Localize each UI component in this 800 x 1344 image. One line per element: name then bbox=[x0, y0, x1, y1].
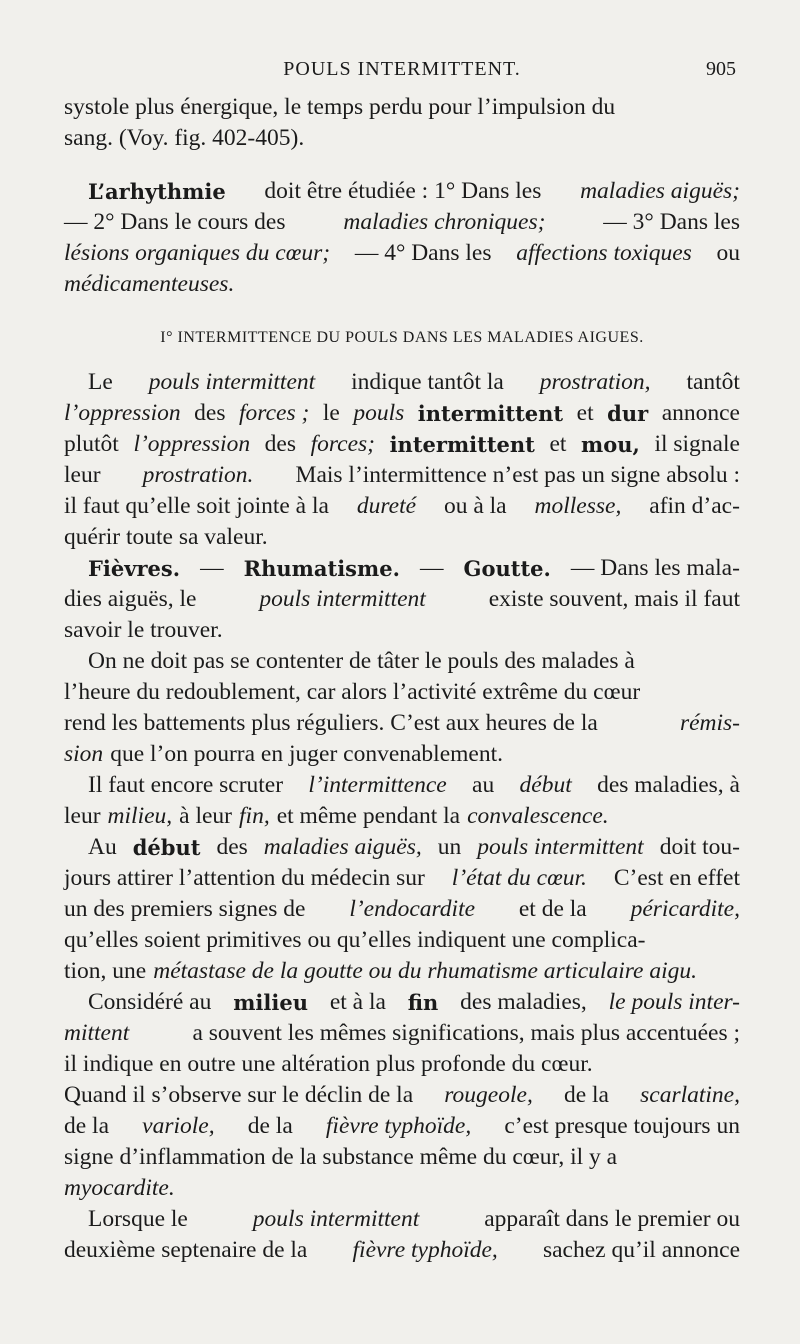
text-segment: ou à la bbox=[443, 493, 507, 519]
text-segment: On ne doit pas se contenter de tâter le pouls des malades à bbox=[88, 648, 635, 674]
text-line bbox=[64, 677, 740, 708]
text-segment: à leur bbox=[179, 803, 233, 829]
text-segment: des bbox=[216, 834, 248, 860]
text-line bbox=[64, 269, 740, 300]
text-segment: systole plus énergique, le temps perdu pour l’impulsion du bbox=[64, 94, 616, 120]
italic-term: prostration. bbox=[142, 462, 254, 488]
text-line bbox=[64, 646, 740, 677]
bold-term: fin bbox=[407, 990, 439, 1015]
text-segment: et à la bbox=[329, 989, 386, 1015]
text-line bbox=[64, 238, 740, 269]
italic-term: pouls intermittent bbox=[148, 369, 316, 395]
text-line bbox=[64, 1204, 740, 1235]
text-segment: jours attirer l’attention du médecin sur bbox=[64, 865, 425, 891]
text-line bbox=[64, 553, 740, 584]
text-segment: C’est en effet bbox=[613, 865, 740, 891]
italic-term: sion bbox=[64, 741, 104, 767]
text-line bbox=[64, 770, 740, 801]
italic-term: pouls intermittent bbox=[252, 1206, 420, 1232]
text-segment: — bbox=[419, 555, 444, 581]
text-line bbox=[64, 925, 740, 956]
text-segment: quérir toute sa valeur. bbox=[64, 524, 268, 550]
text-segment: deuxième septenaire de la bbox=[64, 1237, 308, 1263]
text-segment: Il faut encore scruter bbox=[88, 772, 284, 798]
italic-term: fin, bbox=[239, 803, 270, 829]
bold-term: mou, bbox=[581, 432, 640, 457]
section-heading bbox=[64, 322, 740, 353]
italic-term: milieu, bbox=[107, 803, 173, 829]
italic-term: variole, bbox=[142, 1113, 215, 1139]
text-line bbox=[64, 801, 740, 832]
italic-term: maladies chroniques; bbox=[343, 209, 546, 235]
text-line bbox=[64, 832, 740, 863]
italic-term: l’intermittence bbox=[308, 772, 447, 798]
text-segment: des maladies, bbox=[460, 989, 587, 1015]
text-segment: leur bbox=[64, 462, 101, 488]
text-segment: et même pendant la bbox=[276, 803, 461, 829]
bold-term: intermittent bbox=[417, 401, 564, 426]
italic-term: affections toxiques bbox=[516, 240, 692, 266]
text-segment: — Dans les mala- bbox=[570, 555, 740, 581]
text-segment: Mais l’intermittence n’est pas un signe absolu : bbox=[295, 462, 740, 488]
text-segment: au bbox=[472, 772, 495, 798]
text-segment: indique tantôt la bbox=[351, 369, 504, 395]
text-line bbox=[64, 615, 740, 646]
text-segment: un des premiers signes de bbox=[64, 896, 306, 922]
text-line bbox=[64, 987, 740, 1018]
text-line bbox=[64, 1080, 740, 1111]
text-segment: que l’on pourra en juger convenablement. bbox=[110, 741, 504, 767]
italic-term: pouls intermittent bbox=[477, 834, 644, 860]
text-segment: a souvent les mêmes significations, mais plus accentuées ; bbox=[192, 1020, 740, 1046]
italic-term: métastase de la goutte ou du rhumatisme articulaire aigu. bbox=[153, 958, 697, 984]
text-line bbox=[64, 584, 740, 615]
text-segment: sang. (Voy. fig. 402-405). bbox=[64, 125, 305, 151]
italic-term: rémis- bbox=[679, 710, 740, 736]
text-line bbox=[64, 207, 740, 238]
bold-term: dur bbox=[607, 401, 649, 426]
text-segment: leur bbox=[64, 803, 101, 829]
text-segment: dies aiguës, le bbox=[64, 586, 197, 612]
text-line bbox=[64, 708, 740, 739]
italic-term: fièvre typhoïde, bbox=[352, 1237, 498, 1263]
text-line bbox=[64, 460, 740, 491]
text-segment: sachez qu’il annonce bbox=[542, 1237, 740, 1263]
paragraph-gap bbox=[64, 154, 740, 176]
text-segment: l’heure du redoublement, car alors l’activité extrême du cœur bbox=[64, 679, 641, 705]
text-segment: et bbox=[549, 431, 567, 457]
text-segment: et bbox=[576, 400, 594, 426]
italic-term: myocardite. bbox=[64, 1175, 175, 1201]
text-line bbox=[64, 1173, 740, 1204]
italic-term: mollesse, bbox=[534, 493, 622, 519]
text-segment: il indique en outre une altération plus profonde du cœur. bbox=[64, 1051, 593, 1077]
italic-term: l’oppression bbox=[133, 431, 251, 457]
italic-term: forces ; bbox=[239, 400, 310, 426]
italic-term: convalescence. bbox=[467, 803, 609, 829]
bold-term: milieu bbox=[233, 990, 308, 1015]
text-segment: — 2° Dans le cours des bbox=[64, 209, 286, 235]
text-segment: afin d’ac- bbox=[649, 493, 740, 519]
text-line bbox=[64, 176, 740, 207]
text-segment: des bbox=[264, 431, 296, 457]
italic-term: maladies aiguës; bbox=[580, 178, 740, 204]
text-line bbox=[64, 894, 740, 925]
text-line bbox=[64, 367, 740, 398]
italic-term: prostration, bbox=[539, 369, 651, 395]
italic-term: pouls intermittent bbox=[259, 586, 426, 612]
text-segment: signe d’inflammation de la substance même du cœur, il y a bbox=[64, 1144, 618, 1170]
italic-term: dureté bbox=[356, 493, 417, 519]
italic-term: fièvre typhoïde, bbox=[325, 1113, 472, 1139]
text-line bbox=[64, 522, 740, 553]
text-segment: Quand il s’observe sur le déclin de la bbox=[64, 1082, 414, 1108]
italic-term: l’état du cœur. bbox=[451, 865, 587, 891]
text-segment: un bbox=[437, 834, 462, 860]
page-header bbox=[64, 58, 740, 88]
text-segment: il signale bbox=[654, 431, 740, 457]
text-line bbox=[64, 398, 740, 429]
text-segment: doit être étudiée : 1° Dans les bbox=[264, 178, 542, 204]
text-segment: ou bbox=[716, 240, 740, 266]
text-segment: apparaît dans le premier ou bbox=[484, 1206, 740, 1232]
italic-term: rougeole, bbox=[444, 1082, 533, 1108]
text-segment: rend les battements plus réguliers. C’est aux heures de la bbox=[64, 710, 598, 736]
bold-term: intermittent bbox=[389, 432, 535, 457]
text-segment: plutôt bbox=[64, 431, 119, 457]
text-segment: il faut qu’elle soit jointe à la bbox=[64, 493, 329, 519]
text-segment: des maladies, à bbox=[597, 772, 740, 798]
text-line bbox=[64, 1142, 740, 1173]
italic-term: forces; bbox=[310, 431, 375, 457]
text-line bbox=[64, 429, 740, 460]
text-segment: qu’elles soient primitives ou qu’elles indiquent une complica- bbox=[64, 927, 646, 953]
bold-term: début bbox=[132, 835, 201, 860]
text-line bbox=[64, 92, 740, 123]
text-segment: de la bbox=[563, 1082, 609, 1108]
text-segment: tantôt bbox=[686, 369, 740, 395]
bold-term: Fièvres. bbox=[88, 556, 181, 581]
text-segment: Lorsque le bbox=[88, 1206, 188, 1232]
text-segment: — 3° Dans les bbox=[603, 209, 740, 235]
italic-term: scarlatine, bbox=[640, 1082, 740, 1108]
text-segment: de la bbox=[247, 1113, 293, 1139]
paragraph-gap bbox=[64, 300, 740, 322]
italic-term: médicamenteuses. bbox=[64, 271, 235, 297]
bold-term: L’arhythmie bbox=[88, 179, 226, 204]
italic-term: l’endocardite bbox=[349, 896, 476, 922]
page-body bbox=[64, 92, 740, 1266]
italic-term: maladies aiguës, bbox=[263, 834, 422, 860]
text-segment: annonce bbox=[661, 400, 740, 426]
text-line bbox=[64, 739, 740, 770]
italic-term: mittent bbox=[64, 1020, 130, 1046]
paragraph-gap bbox=[64, 353, 740, 367]
text-line bbox=[64, 1111, 740, 1142]
text-line bbox=[64, 1049, 740, 1080]
text-segment: Le bbox=[88, 369, 113, 395]
text-segment: I° INTERMITTENCE DU POULS DANS LES MALADIES AIGUES. bbox=[160, 329, 644, 346]
text-segment: — 4° Dans les bbox=[354, 240, 492, 266]
text-segment: c’est presque toujours un bbox=[504, 1113, 740, 1139]
text-line bbox=[64, 863, 740, 894]
italic-term: pouls bbox=[353, 400, 405, 426]
text-segment: savoir le trouver. bbox=[64, 617, 223, 643]
text-segment: des bbox=[194, 400, 226, 426]
text-segment: doit tou- bbox=[659, 834, 740, 860]
text-segment: Au bbox=[88, 834, 117, 860]
italic-term: le pouls inter- bbox=[608, 989, 740, 1015]
text-segment: le bbox=[322, 400, 340, 426]
italic-term: début bbox=[519, 772, 572, 798]
text-segment: — bbox=[200, 555, 224, 581]
text-segment: existe souvent, mais il faut bbox=[488, 586, 740, 612]
text-segment: Considéré au bbox=[88, 989, 212, 1015]
bold-term: Goutte. bbox=[463, 556, 551, 581]
italic-term: l’oppression bbox=[64, 400, 181, 426]
text-segment: et de la bbox=[518, 896, 587, 922]
text-line bbox=[64, 1235, 740, 1266]
text-segment: de la bbox=[64, 1113, 110, 1139]
running-head: POULS INTERMITTENT. bbox=[283, 58, 521, 80]
text-line bbox=[64, 1018, 740, 1049]
text-segment: tion, une bbox=[64, 958, 147, 984]
text-line bbox=[64, 956, 740, 987]
italic-term: lésions organiques du cœur; bbox=[64, 240, 331, 266]
text-line bbox=[64, 491, 740, 522]
text-line bbox=[64, 123, 740, 154]
italic-term: péricardite, bbox=[630, 896, 740, 922]
page-number: 905 bbox=[706, 58, 736, 80]
bold-term: Rhumatisme. bbox=[243, 556, 400, 581]
